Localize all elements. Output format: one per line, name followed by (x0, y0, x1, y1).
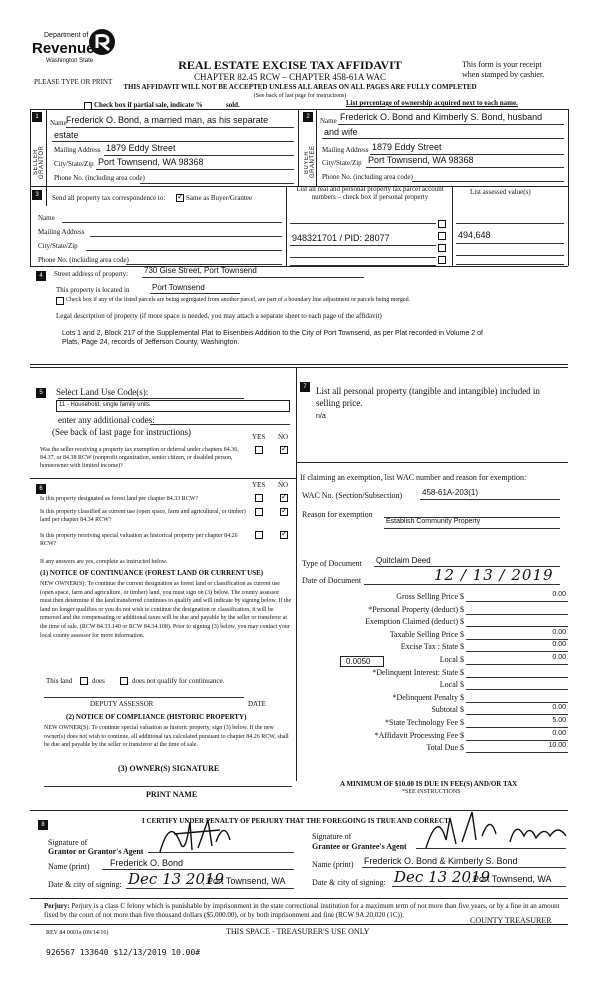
land-use-label: Select Land Use Code(s): (56, 387, 149, 397)
seller-name-label: Name (50, 119, 67, 127)
buyer-name-line2: and wife (324, 127, 358, 137)
dept-line2: Revenue (32, 40, 95, 57)
land-does-not-checkbox[interactable] (120, 677, 128, 685)
if-yes: If any answers are yes, complete as instructed below. (40, 559, 168, 565)
buyer-name-label: Name (320, 117, 337, 125)
certify-statement: I CERTIFY UNDER PENALTY OF PERJURY THAT THE FOREGOING IS TRUE AND CORRECT. (142, 817, 451, 825)
grantee-date: Dec 13 2019 (394, 868, 491, 886)
street-value: 730 Gise Street, Port Townsend (144, 266, 257, 275)
same-as-buyer-label: Same as Buyer/Grantee (186, 194, 253, 202)
segregated-checkbox[interactable] (56, 297, 64, 305)
buyer-mailing-label: Mailing Address (322, 146, 369, 154)
receipt-line2: when stamped by cashier. (462, 70, 545, 79)
personal-property-checkbox-0[interactable] (438, 220, 446, 228)
sold-label: sold. (226, 101, 240, 109)
sec5-see-back: (See back of last page for instructions) (52, 427, 191, 437)
tax-row-label: Excise Tax : State $ (400, 642, 464, 651)
grantor-signature (150, 812, 250, 862)
notice2-title: (2) NOTICE OF COMPLIANCE (HISTORIC PROPERTY) (66, 713, 247, 721)
dept-line3: Washington State (46, 58, 94, 64)
seller-mailing-label: Mailing Address (54, 146, 101, 154)
deputy-assessor: DEPUTY ASSESSOR (90, 700, 154, 708)
tax-row-value[interactable]: 0.00 (552, 654, 566, 661)
sec6-q3-no[interactable] (280, 531, 288, 539)
tax-row-label: *State Technology Fee $ (384, 718, 464, 727)
rev-number: REV 84 0001a (09/14/16) (46, 930, 109, 936)
tax-row-value[interactable]: 0.00 (552, 641, 566, 648)
does-label: does (92, 677, 105, 685)
tax-row-label: *Affidavit Processing Fee $ (374, 731, 464, 740)
doc-type-label: Type of Document (302, 559, 362, 568)
see-back: (See back of last page for instructions) (253, 93, 347, 99)
sec6-q1-yes[interactable] (255, 494, 263, 502)
land-use-value: 11 - Household, single family units (59, 402, 150, 408)
local-rate-box[interactable] (340, 656, 384, 667)
reason-label: Reason for exemption (302, 510, 373, 519)
tax-row-label: Total Due $ (426, 743, 464, 752)
tax-row-value[interactable]: 0.00 (552, 704, 566, 711)
grantor-date: Dec 13 2019 (128, 870, 225, 888)
section-7-number: 7 (300, 382, 310, 392)
warning: THIS AFFIDAVIT WILL NOT BE ACCEPTED UNLESS ALL AREAS ON ALL PAGES ARE FULLY COMPLETED (123, 83, 477, 91)
personal-property-na: n/a (316, 413, 326, 420)
street-label: Street address of property: (54, 270, 129, 278)
seller-mailing: 1879 Eddy Street (106, 143, 176, 153)
grantor-city: , Port Townsend, WA (202, 876, 286, 886)
buyer-name-line1: Frederick O. Bond and Kimberly S. Bond, husband (340, 112, 543, 122)
dept-line1: Department of (44, 32, 89, 39)
perjury-text: Perjury is a class C felony which is punishable by imprisonment in the state correctional institution for a maximum term of not more than five years, or by a fine in an amount fixed by the court of not more than five thousand dollars ($5,000.00), or by both imprisonment and fine (RCW 9A.20.020 (1C)). (44, 902, 560, 919)
treasurer-only: THIS SPACE - TREASURER'S USE ONLY (226, 927, 370, 936)
seller-name-line2: estate (54, 130, 79, 140)
buyer-mailing: 1879 Eddy Street (372, 142, 442, 152)
assessor-date: DATE (248, 700, 266, 708)
grantee-name-label: Name (print) (312, 860, 354, 869)
partial-sale-label: Check box if partial sale, indicate % (94, 101, 203, 109)
sec5-no: NO (278, 433, 289, 441)
section-5-number: 5 (36, 388, 46, 398)
minimum-due: A MINIMUM OF $10.00 IS DUE IN FEE(S) AND/OR TAX (340, 780, 518, 788)
does-not-label: does not qualify for continuance. (132, 677, 225, 685)
please-type: PLEASE TYPE OR PRINT (34, 78, 113, 86)
tax-row-value[interactable]: 5.00 (552, 717, 566, 724)
tax-row-label: Exemption Claimed (deduct) $ (365, 617, 464, 626)
tax-row-value[interactable]: 0.00 (552, 629, 566, 636)
located-label: This property is located in (56, 286, 130, 294)
perjury-bold: Perjury: (44, 902, 70, 910)
receipt-line1: This form is your receipt (462, 60, 542, 69)
doc-date-label: Date of Document (302, 576, 362, 585)
grantor-date-label: Date & city of signing: (48, 880, 122, 889)
land-use-select[interactable] (56, 400, 290, 412)
section-4-number: 4 (36, 271, 46, 281)
legal-line1: Lots 1 and 2, Block 217 of the Supplemental Plat to Eisenbeis Addition to the City of Port Townsend, as per Plat recorded in Volume 2 of (62, 330, 483, 337)
seller-name-line1: Frederick O. Bond, a married man, as his separate (66, 115, 269, 125)
section-1-number: 1 (32, 112, 42, 122)
tax-row-value[interactable]: 0.00 (552, 591, 566, 598)
personal-property-checkbox-3[interactable] (438, 256, 446, 264)
sec3-mailing-label: Mailing Address (38, 228, 85, 236)
sec6-q2-yes[interactable] (255, 508, 263, 516)
doc-date-value: 12 / 13 / 2019 (434, 566, 554, 584)
tax-row-label: Local $ (439, 680, 464, 689)
land-does-checkbox[interactable] (80, 677, 88, 685)
doc-type-value: Quitclaim Deed (376, 556, 431, 565)
tax-row-label: *Delinquent Penalty $ (392, 693, 464, 702)
ownership-list: List percentage of ownership acquired next to each name. (346, 99, 518, 107)
tax-row-label: Subtotal $ (431, 705, 464, 714)
this-land-label: This land (46, 677, 73, 685)
notice2-body: NEW OWNER(S): To continue special valuation as historic property, sign (3) below. If the new owner(s) does not wish to continue, all additional tax calculated pursuant to chapter 84.26 RCW, shall be due and payable by the seller or transferor at the time of sale. (44, 725, 289, 749)
assessed-value: 494,648 (458, 230, 491, 240)
grantee-city: , Port Townsend, WA (468, 874, 552, 884)
section-2-number: 2 (303, 112, 313, 122)
tax-row-label: Gross Selling Price $ (396, 592, 464, 601)
grantor-name-label: Name (print) (48, 862, 90, 871)
notice1-title: (1) NOTICE OF CONTINUANCE (FOREST LAND OR CURRENT USE) (40, 569, 264, 577)
seller-phone-label: Phone No. (including area code) (54, 174, 145, 182)
grantor-sig-label2: Grantor or Grantor's Agent (48, 847, 144, 856)
tax-row-label: *Delinquent Interest: State $ (372, 668, 464, 677)
county-treasurer: COUNTY TREASURER (470, 916, 552, 925)
sec6-q2-no[interactable] (280, 508, 288, 516)
sec6-q3-yes[interactable] (255, 531, 263, 539)
sec6-q1: Is this property designated as forest land per chapter 84.33 RCW? (40, 496, 199, 502)
sec6-q3: Is this property receiving special valuation as historical property per chapter 84.26 RCW? (40, 533, 238, 547)
sec6-q2: Is this property classified as current use (open space, farm and agricultural, or timber) land per chapter 84.34 RCW? (40, 509, 246, 523)
print-name-label: PRINT NAME (146, 790, 198, 799)
tax-row-label: *Personal Property (deduct) $ (368, 605, 464, 614)
page-title: REAL ESTATE EXCISE TAX AFFIDAVIT (178, 58, 402, 72)
same-as-buyer-checkbox[interactable] (176, 194, 184, 202)
sec5-q1-yes[interactable] (255, 446, 263, 454)
parcel-header-line1: List all real and personal property tax parcel account (296, 185, 444, 193)
sec3-name-label: Name (38, 214, 55, 222)
parcel-header-line2: numbers – check box if personal property (311, 193, 429, 201)
section-6-number: 6 (36, 484, 46, 494)
sec5-q1: Was the seller receiving a property tax exemption or deferral under chapters 84.36, 84.37, or 84.38 RCW (nonprofit organization, senior citizen, or disabled person, homeowner with limited income)? (40, 447, 239, 469)
grantee-sig-label1: Signature of (312, 832, 352, 841)
seller-side-label: SELLER GRANTOR (33, 145, 45, 179)
tax-row-value[interactable]: 0.00 (552, 730, 566, 737)
revenue-logo (32, 26, 122, 66)
exemption-claim-label: If claiming an exemption, list WAC number and reason for exemption: (300, 473, 527, 482)
grantor-sig-label1: Signature of (48, 838, 88, 847)
legal-line2: Plats, Page 24, records of Jefferson County, Washington. (62, 339, 240, 346)
chapter: CHAPTER 82.45 RCW – CHAPTER 458-61A WAC (194, 72, 386, 82)
grantor-name: Frederick O. Bond (110, 858, 184, 868)
seller-city-label: City/State/Zip (54, 160, 94, 168)
tax-row-value[interactable]: 10.00 (548, 742, 566, 749)
personal-property-checkbox-2[interactable] (438, 244, 446, 252)
additional-codes-label: enter any additional codes: (58, 415, 155, 425)
tax-row-label: Local $ (439, 655, 464, 664)
notice1-body: NEW OWNER(S): To continue the current designation as forest land or classification as current use (open space, farm and agriculture, or timber) land, you must sign on (3) below. The county assessor must then determine if the land transferred continues to qualify and will indicate by signing below. If the land no longer qualifies or you do not wish to continue the designation or classification, it will be removed and the compensating or additional taxes will be due and payable by the seller or transferor at the time of sale. (RCW 84.33.140 or RCW 84.34.108). Prior to signing (3) below, you may contact your local county assessor for more information. (40, 581, 292, 639)
assessed-header: List assessed value(s) (470, 188, 531, 196)
grantee-name: Frederick O. Bond & Kimberly S. Bond (364, 856, 518, 866)
buyer-city: Port Townsend, WA 98368 (368, 155, 474, 165)
section-3-number: 3 (32, 190, 42, 200)
seller-city: Port Townsend, WA 98368 (98, 157, 204, 167)
buyer-phone-label: Phone No. (including area code) (322, 173, 413, 181)
sec6-yes: YES (252, 481, 266, 489)
see-instructions: *SEE INSTRUCTIONS (402, 789, 461, 795)
buyer-city-label: City/State/Zip (322, 159, 362, 167)
located-value: Port Townsend (152, 283, 205, 292)
sec3-city-label: City/State/Zip (38, 242, 78, 250)
send-correspondence-label: Send all property tax correspondence to: (52, 194, 166, 202)
sec6-no: NO (278, 481, 289, 489)
segregated-label: Check box if any of the listed parcels are being segregated from another parcel, are part of a boundary line adjustment or parcels being merged. (66, 297, 411, 303)
section-8-number: 8 (38, 820, 48, 830)
grantee-date-label: Date & city of signing: (312, 878, 386, 887)
sec3-phone-label: Phone No. (including area code) (38, 256, 129, 264)
sec5-q1-no[interactable] (280, 446, 288, 454)
personal-property-label: List all personal property (tangible and intangible) included in selling price. (316, 386, 540, 408)
wac-label: WAC No. (Section/Subsection) (302, 491, 403, 500)
buyer-side-label: BUYER GRANTEE (304, 145, 316, 179)
tax-row-label: Taxable Selling Price $ (389, 630, 464, 639)
grantee-sig-label2: Grantee or Grantee's Agent (312, 842, 407, 851)
cashier-stamp: 926567 133640 $12/13/2019 10.00# (46, 948, 201, 957)
parcel-number: 948321701 / PID: 28077 (292, 233, 390, 243)
wac-value: 458-61A-203(1) (422, 488, 479, 497)
owner-signature-label: (3) OWNER(S) SIGNATURE (118, 764, 220, 773)
sec6-q1-no[interactable] (280, 494, 288, 502)
local-rate: 0.0050 (346, 657, 371, 666)
sec5-yes: YES (252, 433, 266, 441)
reason-value: Establish Community Property (386, 518, 481, 525)
legal-label: Legal description of property (if more space is needed, you may attach a separate sheet to each page of the affidavit) (56, 312, 382, 320)
